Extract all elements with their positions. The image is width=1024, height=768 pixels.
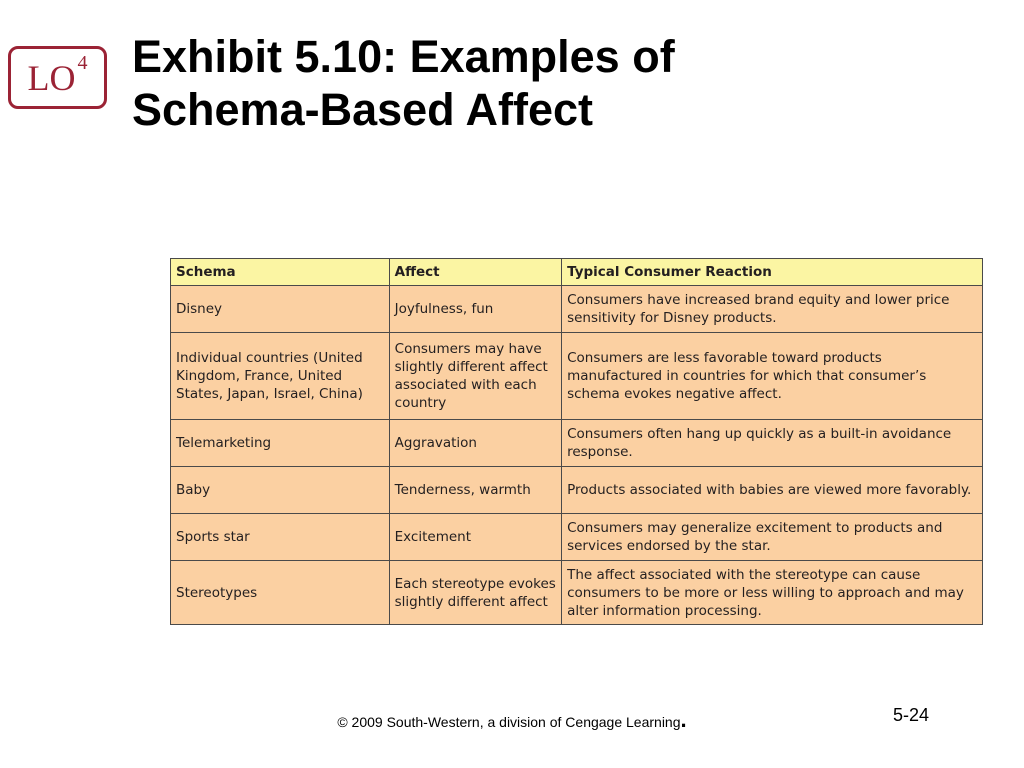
cell-affect: Joyfulness, fun xyxy=(389,286,561,333)
slide-title-line-2: Schema-Based Affect xyxy=(132,84,593,135)
learning-objective-badge xyxy=(8,46,107,109)
copyright-footer xyxy=(0,707,1024,733)
table-row xyxy=(171,286,983,333)
cell-schema: Sports star xyxy=(171,514,390,561)
cell-affect: Consumers may have slightly different affect associated with each country xyxy=(389,333,561,420)
cell-reaction: Consumers have increased brand equity and lower price sensitivity for Disney products. xyxy=(562,286,983,333)
header-schema: Schema xyxy=(171,259,390,286)
copyright-dot: . xyxy=(680,707,687,732)
cell-affect: Excitement xyxy=(389,514,561,561)
cell-reaction: The affect associated with the stereotype can cause consumers to be more or less willing to approach and may alter information processing. xyxy=(562,561,983,625)
lo-number: 4 xyxy=(77,52,88,74)
cell-schema: Telemarketing xyxy=(171,420,390,467)
table-row xyxy=(171,467,983,514)
cell-schema: Baby xyxy=(171,467,390,514)
header-reaction: Typical Consumer Reaction xyxy=(562,259,983,286)
cell-reaction: Consumers are less favorable toward products manufactured in countries for which that consumer’s schema evokes negative affect. xyxy=(562,333,983,420)
table-header-row xyxy=(171,259,983,286)
cell-schema: Disney xyxy=(171,286,390,333)
cell-reaction: Products associated with babies are viewed more favorably. xyxy=(562,467,983,514)
slide-title xyxy=(132,30,892,136)
cell-schema: Individual countries (United Kingdom, France, United States, Japan, Israel, China) xyxy=(171,333,390,420)
cell-schema: Stereotypes xyxy=(171,561,390,625)
cell-affect: Each stereotype evokes slightly different affect xyxy=(389,561,561,625)
copyright-text: © 2009 South-Western, a division of Cengage Learning xyxy=(337,714,681,730)
lo-label: LO xyxy=(27,57,76,98)
page-number: 5-24 xyxy=(893,705,930,725)
cell-reaction: Consumers may generalize excitement to products and services endorsed by the star. xyxy=(562,514,983,561)
table-row xyxy=(171,333,983,420)
table-row xyxy=(171,561,983,625)
cell-affect: Tenderness, warmth xyxy=(389,467,561,514)
cell-affect: Aggravation xyxy=(389,420,561,467)
schema-affect-table xyxy=(170,258,983,625)
header-affect: Affect xyxy=(389,259,561,286)
table-row xyxy=(171,420,983,467)
slide-title-line-1: Exhibit 5.10: Examples of xyxy=(132,31,675,82)
cell-reaction: Consumers often hang up quickly as a built-in avoidance response. xyxy=(562,420,983,467)
table-row xyxy=(171,514,983,561)
